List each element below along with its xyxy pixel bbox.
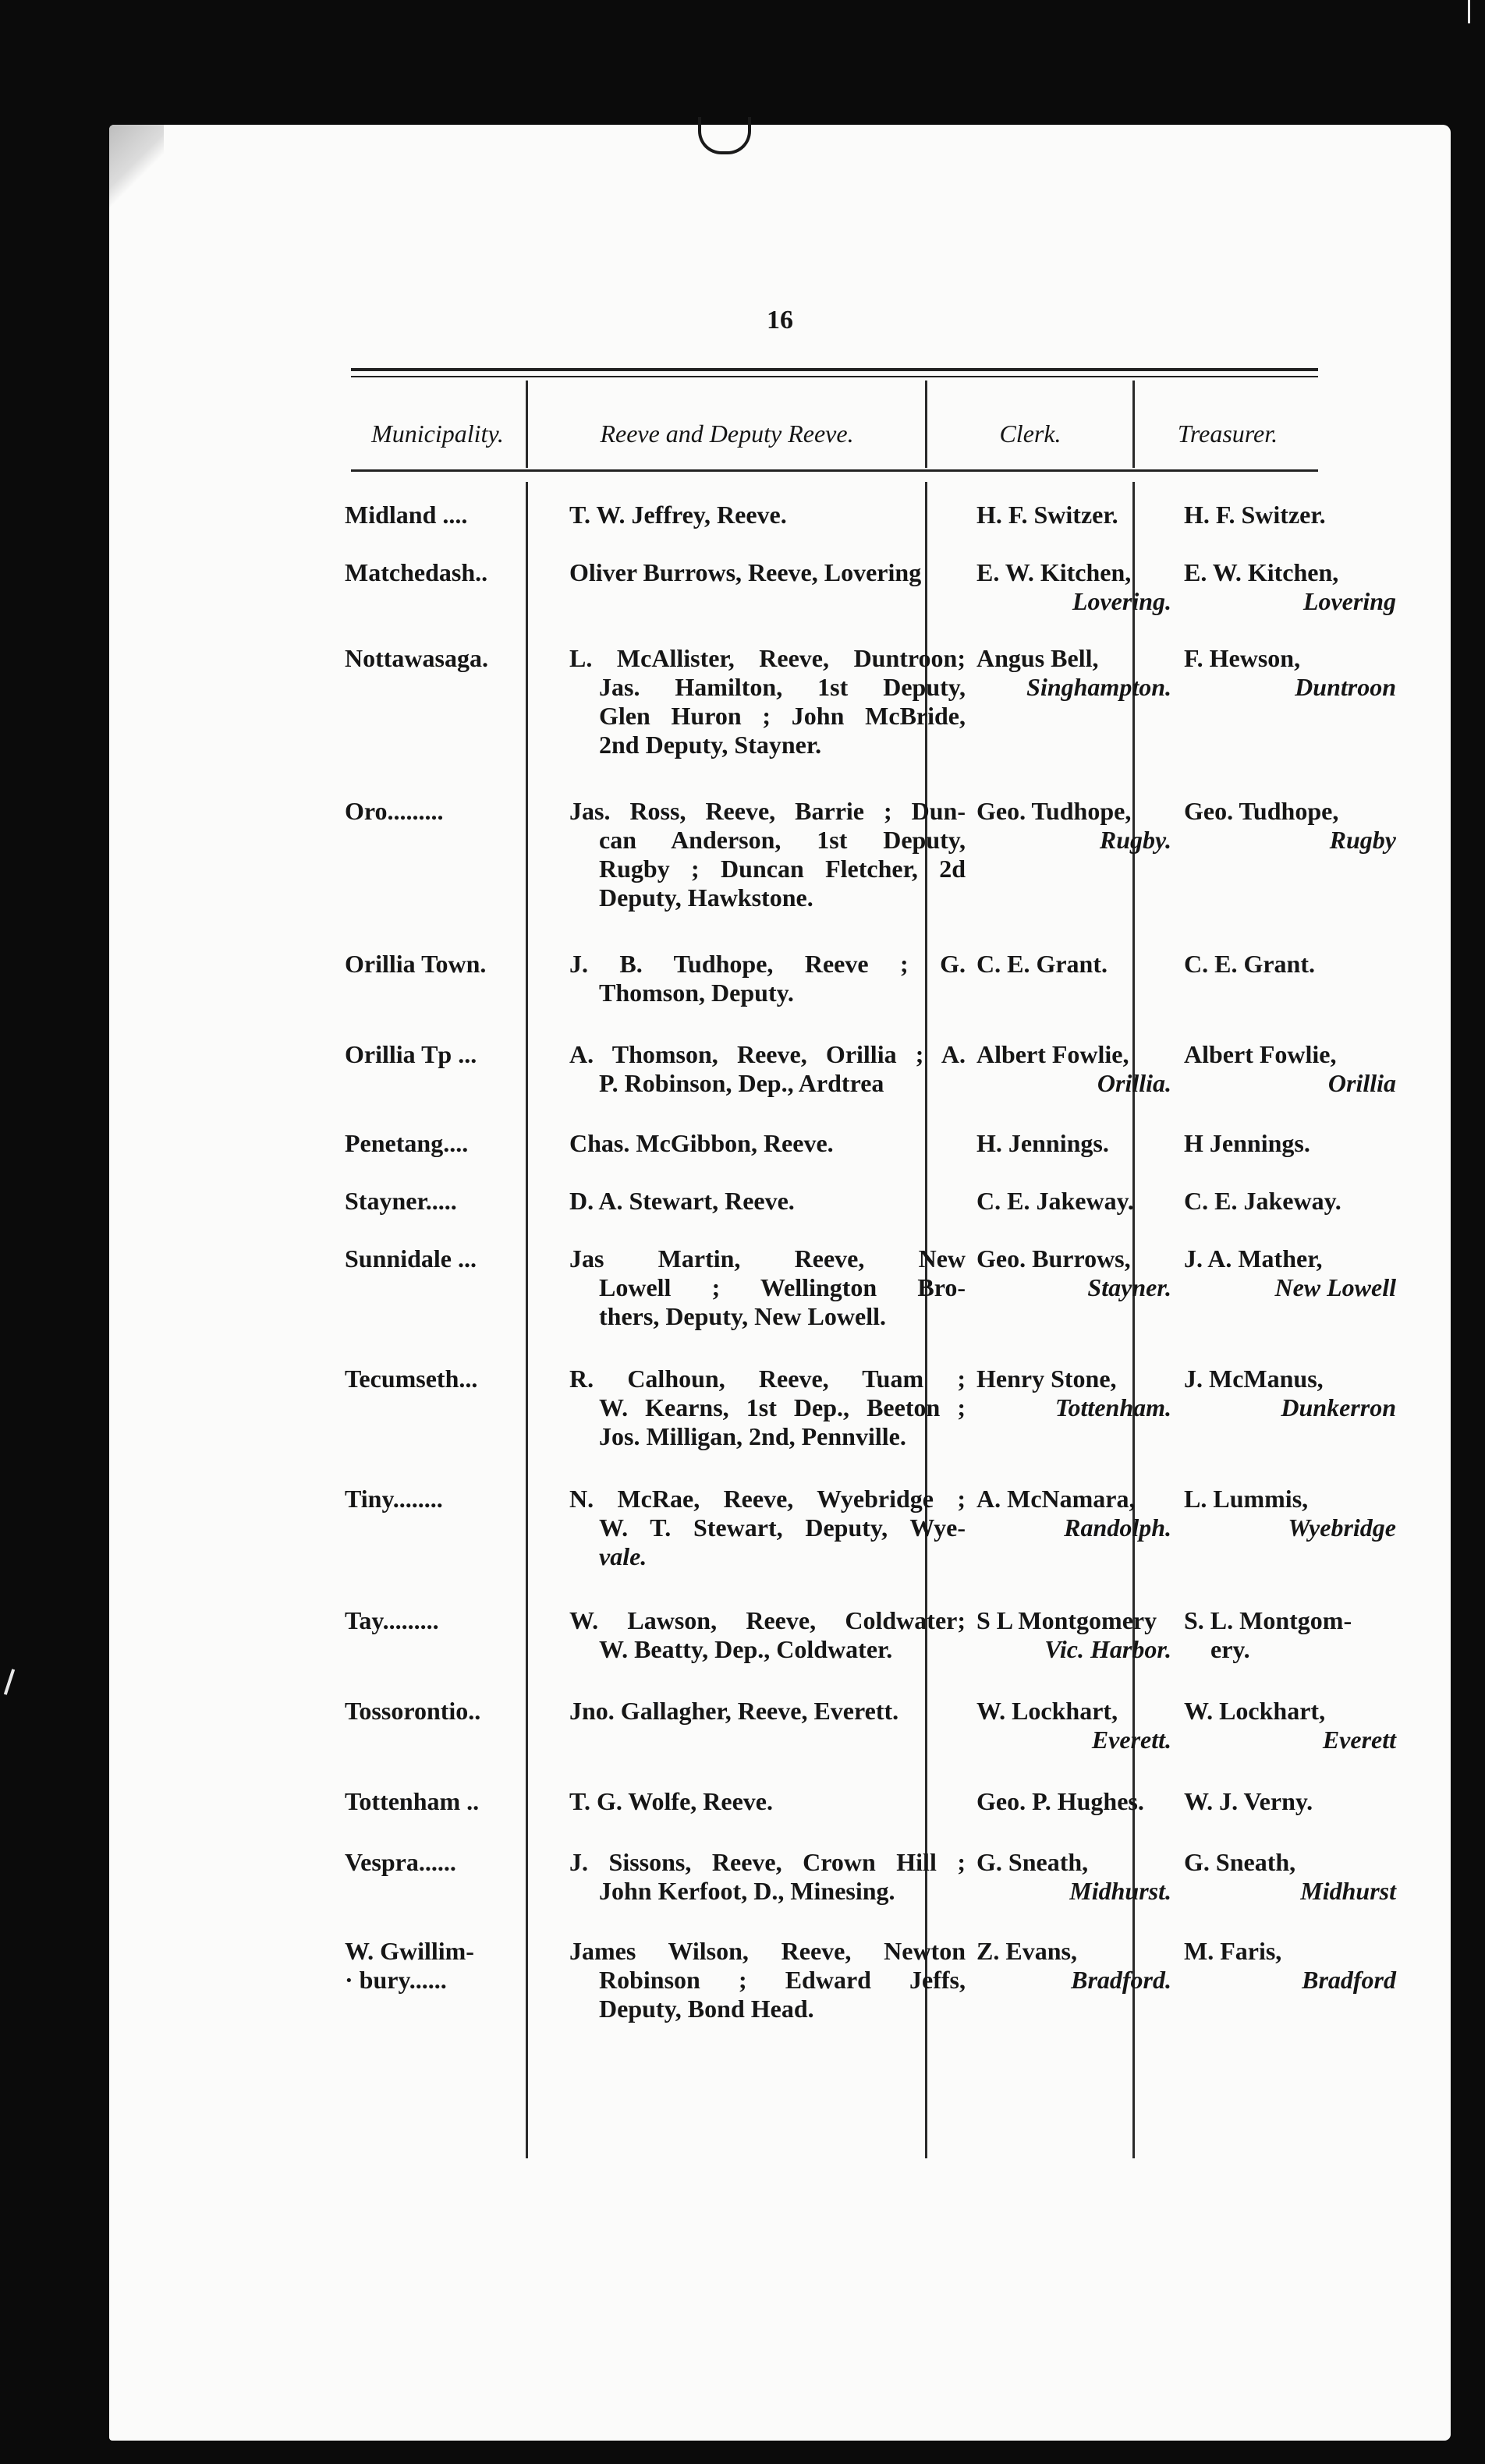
treasurer-cell: G. Sneath, Midhurst: [1184, 1848, 1396, 1905]
clerk-cell: S L Montgomery Vic. Harbor.: [976, 1606, 1171, 1663]
header-reeve: Reeve and Deputy Reeve.: [600, 419, 854, 448]
clerk-cell: E. W. Kitchen, Lovering.: [976, 558, 1171, 615]
document-page: [109, 125, 1451, 2441]
municipality-cell: Midland ....: [345, 501, 468, 529]
reeve-cell: D. A. Stewart, Reeve.: [569, 1187, 795, 1215]
treasurer-cell: Geo. Tudhope, Rugby: [1184, 797, 1396, 854]
treasurer-cell: L. Lummis, Wyebridge: [1184, 1485, 1396, 1542]
municipality-cell: Vespra......: [345, 1848, 456, 1876]
municipality-cell: Sunnidale ...: [345, 1244, 477, 1273]
municipality-cell: Orillia Tp ...: [345, 1040, 477, 1068]
header-clerk: Clerk.: [999, 419, 1061, 448]
municipality-cell: Tecumseth...: [345, 1365, 478, 1393]
reeve-cell: Chas. McGibbon, Reeve.: [569, 1129, 834, 1157]
clerk-cell: H. F. Switzer.: [976, 501, 1118, 529]
clerk-cell: Albert Fowlie, Orillia.: [976, 1040, 1171, 1097]
treasurer-cell: W. J. Verny.: [1184, 1787, 1313, 1815]
clerk-cell: C. E. Jakeway.: [976, 1187, 1134, 1215]
municipality-cell: Nottawasaga.: [345, 644, 488, 672]
header-treasurer: Treasurer.: [1177, 419, 1278, 448]
clerk-cell: W. Lockhart, Everett.: [976, 1697, 1171, 1754]
treasurer-cell: C. E. Grant.: [1184, 950, 1315, 978]
municipality-cell: Stayner.....: [345, 1187, 457, 1215]
clerk-cell: C. E. Grant.: [976, 950, 1108, 978]
clerk-cell: A. McNamara, Randolph.: [976, 1485, 1171, 1542]
clerk-cell: Geo. Burrows, Stayner.: [976, 1244, 1171, 1301]
reeve-cell: Oliver Burrows, Reeve, Lovering: [569, 558, 922, 586]
reeve-cell: L. McAllister, Reeve, Duntroon; Jas. Hamilton, 1st Deputy, Glen Huron ; John McBride, 2nd Deputy, Stayner.: [569, 644, 966, 759]
reeve-cell: Jas Martin, Reeve, New Lowell ; Wellington Bro- thers, Deputy, New Lowell.: [569, 1244, 966, 1330]
municipality-cell: Tiny........: [345, 1485, 443, 1513]
reeve-cell: Jas. Ross, Reeve, Barrie ; Dun- can Anderson, 1st Deputy, Rugby ; Duncan Fletcher, 2d Deputy, Hawkstone.: [569, 797, 966, 912]
municipality-cell: Tottenham ..: [345, 1787, 480, 1815]
reeve-cell: W. Lawson, Reeve, Coldwater; W. Beatty, Dep., Coldwater.: [569, 1606, 966, 1663]
reeve-cell: J. Sissons, Reeve, Crown Hill ; John Kerfoot, D., Minesing.: [569, 1848, 966, 1905]
clerk-cell: Henry Stone, Tottenham.: [976, 1365, 1171, 1421]
treasurer-cell: S. L. Montgom- ery.: [1184, 1606, 1352, 1663]
treasurer-cell: H. F. Switzer.: [1184, 501, 1326, 529]
municipal-officers-table: [343, 125, 1435, 2441]
reeve-cell: James Wilson, Reeve, Newton Robinson ; Edward Jeffs, Deputy, Bond Head.: [569, 1937, 966, 2023]
municipality-cell: Penetang....: [345, 1129, 469, 1157]
clerk-cell: H. Jennings.: [976, 1129, 1109, 1157]
page-number: 16: [767, 306, 793, 335]
treasurer-cell: J. A. Mather, New Lowell: [1184, 1244, 1396, 1301]
reeve-cell: Jno. Gallagher, Reeve, Everett.: [569, 1697, 899, 1725]
header-municipality: Municipality.: [371, 419, 504, 448]
municipality-cell: Orillia Town.: [345, 950, 487, 978]
municipality-cell: Tossorontio..: [345, 1697, 481, 1725]
treasurer-cell: M. Faris, Bradford: [1184, 1937, 1396, 1994]
treasurer-cell: Albert Fowlie, Orillia: [1184, 1040, 1396, 1097]
clerk-cell: Geo. P. Hughes.: [976, 1787, 1144, 1815]
treasurer-cell: F. Hewson, Duntroon: [1184, 644, 1396, 701]
treasurer-cell: H Jennings.: [1184, 1129, 1310, 1157]
clerk-cell: Z. Evans, Bradford.: [976, 1937, 1171, 1994]
scan-edge-mark: [1468, 0, 1470, 23]
treasurer-cell: J. McManus, Dunkerron: [1184, 1365, 1396, 1421]
scan-edge-mark: [4, 1669, 15, 1695]
municipality-cell: W. Gwillim- · bury......: [345, 1937, 474, 1994]
municipality-cell: Oro.........: [345, 797, 444, 825]
clerk-cell: G. Sneath, Midhurst.: [976, 1848, 1171, 1905]
treasurer-cell: W. Lockhart, Everett: [1184, 1697, 1396, 1754]
reeve-cell: A. Thomson, Reeve, Orillia ; A. P. Robinson, Dep., Ardtrea: [569, 1040, 966, 1097]
page-corner-curl: [109, 125, 164, 211]
reeve-cell: N. McRae, Reeve, Wyebridge ; W. T. Stewart, Deputy, Wye- vale.: [569, 1485, 966, 1570]
reeve-cell: J. B. Tudhope, Reeve ; G. Thomson, Deputy.: [569, 950, 966, 1007]
treasurer-cell: C. E. Jakeway.: [1184, 1187, 1341, 1215]
reeve-cell: R. Calhoun, Reeve, Tuam ; W. Kearns, 1st Dep., Beeton ; Jos. Milligan, 2nd, Pennville.: [569, 1365, 966, 1450]
reeve-cell: T. G. Wolfe, Reeve.: [569, 1787, 773, 1815]
municipality-cell: Tay.........: [345, 1606, 439, 1634]
clerk-cell: Angus Bell, Singhampton.: [976, 644, 1171, 701]
municipality-cell: Matchedash..: [345, 558, 488, 586]
treasurer-cell: E. W. Kitchen, Lovering: [1184, 558, 1396, 615]
clerk-cell: Geo. Tudhope, Rugby.: [976, 797, 1171, 854]
reeve-cell: T. W. Jeffrey, Reeve.: [569, 501, 787, 529]
